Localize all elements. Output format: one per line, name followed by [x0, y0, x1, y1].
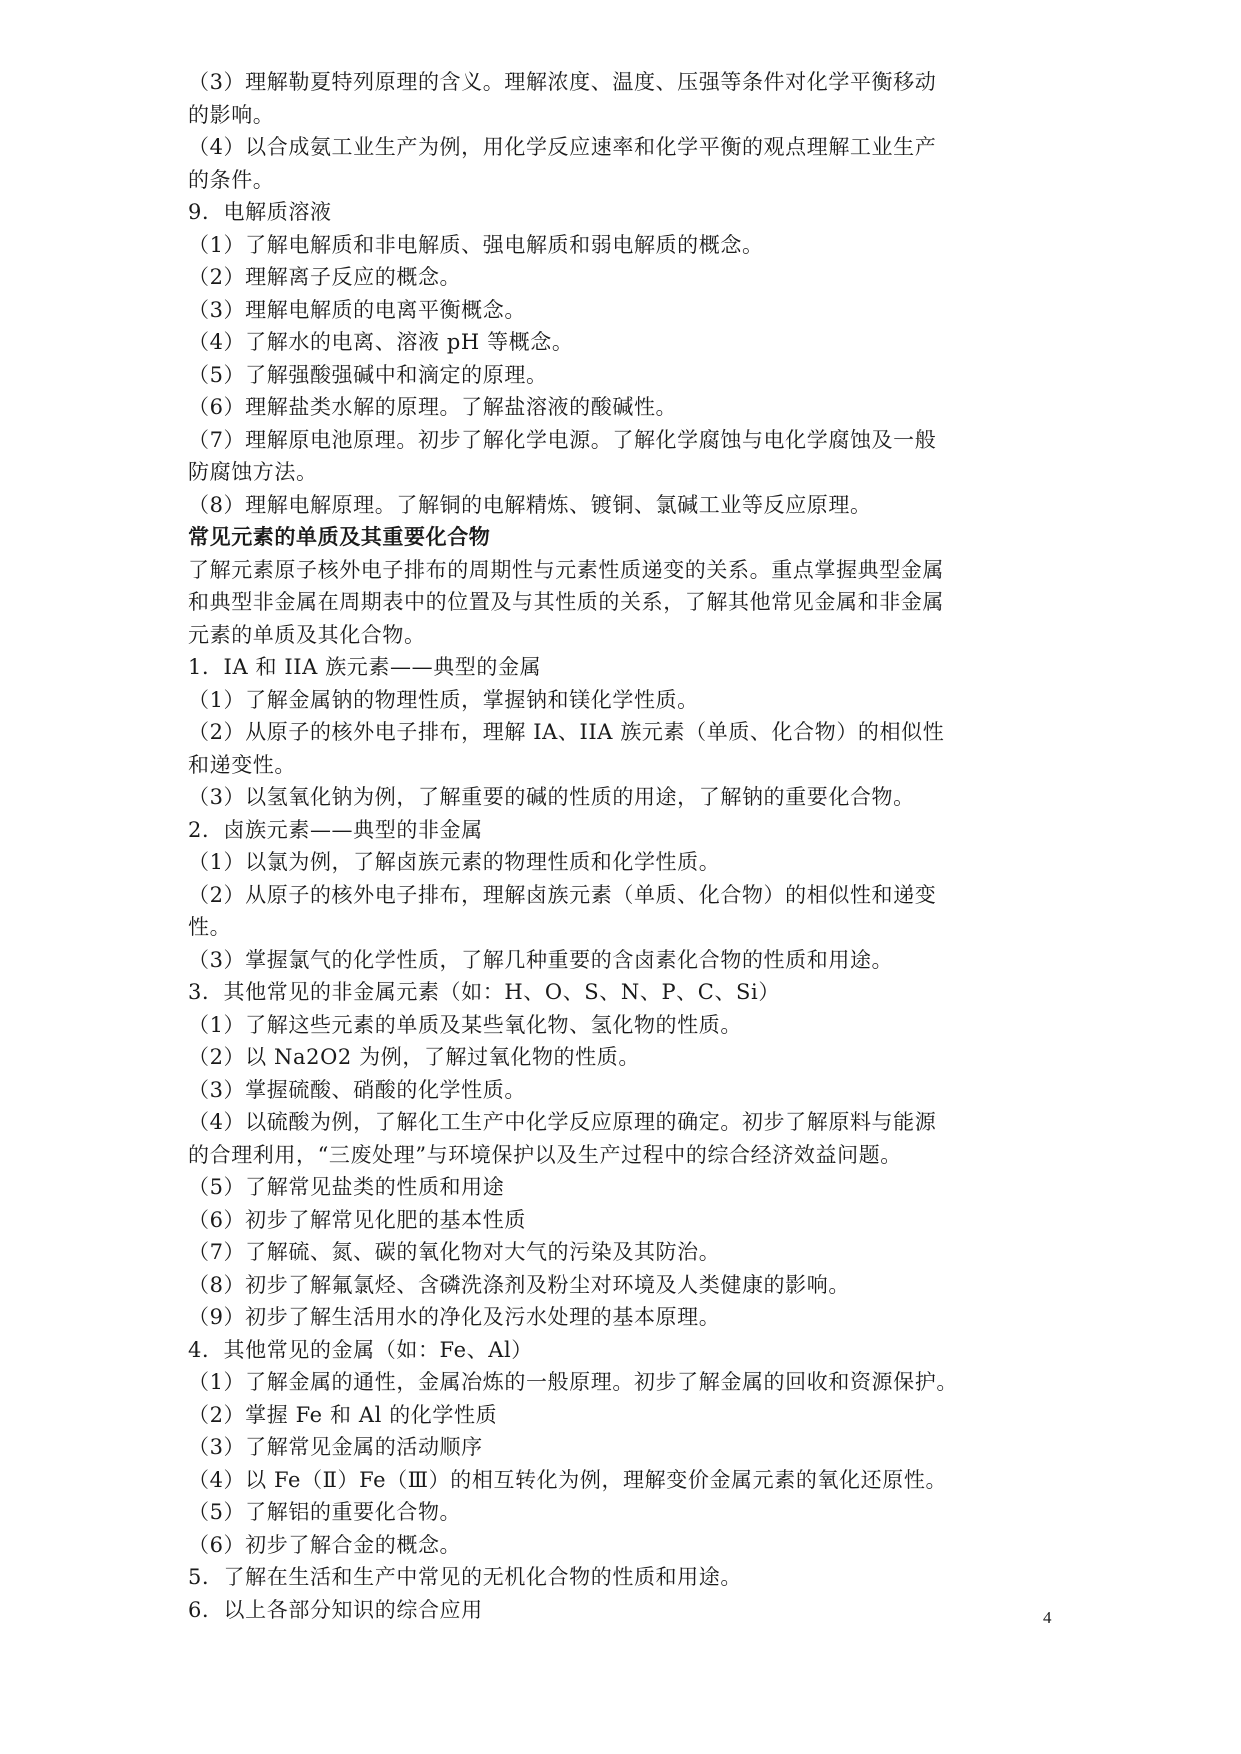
- text-line: （1）了解这些元素的单质及某些氧化物、氢化物的性质。: [188, 1012, 742, 1037]
- text-line: 防腐蚀方法。: [188, 460, 318, 484]
- text-line: （3）了解常见金属的活动顺序: [188, 1435, 483, 1459]
- text-line: （2）从原子的核外电子排布，理解卤族元素（单质、化合物）的相似性和递变: [188, 882, 937, 907]
- text-line: （7）理解原电池原理。初步了解化学电源。了解化学腐蚀与电化学腐蚀及一般: [188, 427, 937, 452]
- text-line: （1）以氯为例，了解卤族元素的物理性质和化学性质。: [188, 850, 721, 874]
- section-title: 1．ⅠA 和 IIA 族元素——典型的金属: [188, 655, 542, 679]
- text-line: 性。: [188, 915, 232, 939]
- text-line: （1）了解金属的通性，金属冶炼的一般原理。初步了解金属的回收和资源保护。: [188, 1370, 958, 1394]
- document-body: [188, 66, 1058, 1626]
- text-line: （2）从原子的核外电子排布，理解 IA、IIA 族元素（单质、化合物）的相似性: [188, 720, 945, 744]
- text-line: （3）掌握氯气的化学性质，了解几种重要的含卤素化合物的性质和用途。: [188, 947, 894, 972]
- text-line: （4）以 Fe（Ⅱ）Fe（Ⅲ）的相互转化为例，理解变价金属元素的氧化还原性。: [188, 1467, 948, 1492]
- text-line: （4）了解水的电离、溶液 pH 等概念。: [188, 330, 574, 354]
- section-title: 5．了解在生活和生产中常见的无机化合物的性质和用途。: [188, 1565, 742, 1589]
- text-line: （5）了解铝的重要化合物。: [188, 1500, 462, 1524]
- text-line: （3）以氢氧化钠为例，了解重要的碱的性质的用途，了解钠的重要化合物。: [188, 785, 915, 809]
- text-line: （5）了解常见盐类的性质和用途: [188, 1175, 505, 1199]
- section-title: 9．电解质溶液: [188, 200, 332, 224]
- text-line: 和递变性。: [188, 752, 296, 777]
- text-line: （1）了解电解质和非电解质、强电解质和弱电解质的概念。: [188, 232, 764, 257]
- text-line: （3）理解电解质的电离平衡概念。: [188, 297, 526, 322]
- text-line: 的影响。: [188, 102, 275, 127]
- text-line: （2）以 Na2O2 为例，了解过氧化物的性质。: [188, 1045, 640, 1069]
- text-line: （2）理解离子反应的概念。: [188, 265, 462, 289]
- page-number: 4: [1043, 1608, 1052, 1627]
- text-line: （6）初步了解常见化肥的基本性质: [188, 1207, 526, 1232]
- section-title: 3．其他常见的非金属元素（如：H、O、S、N、P、C、Si）: [188, 980, 780, 1004]
- text-line: 的合理利用，“三废处理”与环境保护以及生产过程中的综合经济效益问题。: [188, 1142, 902, 1167]
- text-line: （1）了解金属钠的物理性质，掌握钠和镁化学性质。: [188, 687, 699, 712]
- text-line: 元素的单质及其化合物。: [188, 622, 426, 647]
- text-line: （3）掌握硫酸、硝酸的化学性质。: [188, 1077, 526, 1102]
- text-line: （8）初步了解氟氯烃、含磷洗涤剂及粉尘对环境及人类健康的影响。: [188, 1272, 850, 1297]
- section-title: 6．以上各部分知识的综合应用: [188, 1597, 483, 1622]
- text-line: （7）了解硫、氮、碳的氧化物对大气的污染及其防治。: [188, 1240, 721, 1264]
- text-line: （3）理解勒夏特列原理的含义。理解浓度、温度、压强等条件对化学平衡移动: [188, 70, 937, 94]
- section-title: 2．卤族元素——典型的非金属: [188, 817, 483, 842]
- text-line: （9）初步了解生活用水的净化及污水处理的基本原理。: [188, 1305, 721, 1329]
- text-line: （6）初步了解合金的概念。: [188, 1532, 462, 1557]
- section-title: 4．其他常见的金属（如：Fe、Al）: [188, 1337, 533, 1362]
- text-line: （6）理解盐类水解的原理。了解盐溶液的酸碱性。: [188, 395, 678, 419]
- text-line: 了解元素原子核外电子排布的周期性与元素性质递变的关系。重点掌握典型金属: [188, 557, 944, 582]
- text-line: 和典型非金属在周期表中的位置及与其性质的关系，了解其他常见金属和非金属: [188, 590, 944, 614]
- text-line: （4）以硫酸为例，了解化工生产中化学反应原理的确定。初步了解原料与能源: [188, 1110, 937, 1134]
- text-line: （8）理解电解原理。了解铜的电解精炼、镀铜、氯碱工业等反应原理。: [188, 492, 872, 517]
- text-line: （4）以合成氨工业生产为例，用化学反应速率和化学平衡的观点理解工业生产: [188, 135, 937, 159]
- text-line: （2）掌握 Fe 和 Al 的化学性质: [188, 1402, 498, 1427]
- text-line: 的条件。: [188, 167, 275, 192]
- heading: 常见元素的单质及其重要化合物: [188, 525, 491, 549]
- text-line: （5）了解强酸强碱中和滴定的原理。: [188, 362, 548, 387]
